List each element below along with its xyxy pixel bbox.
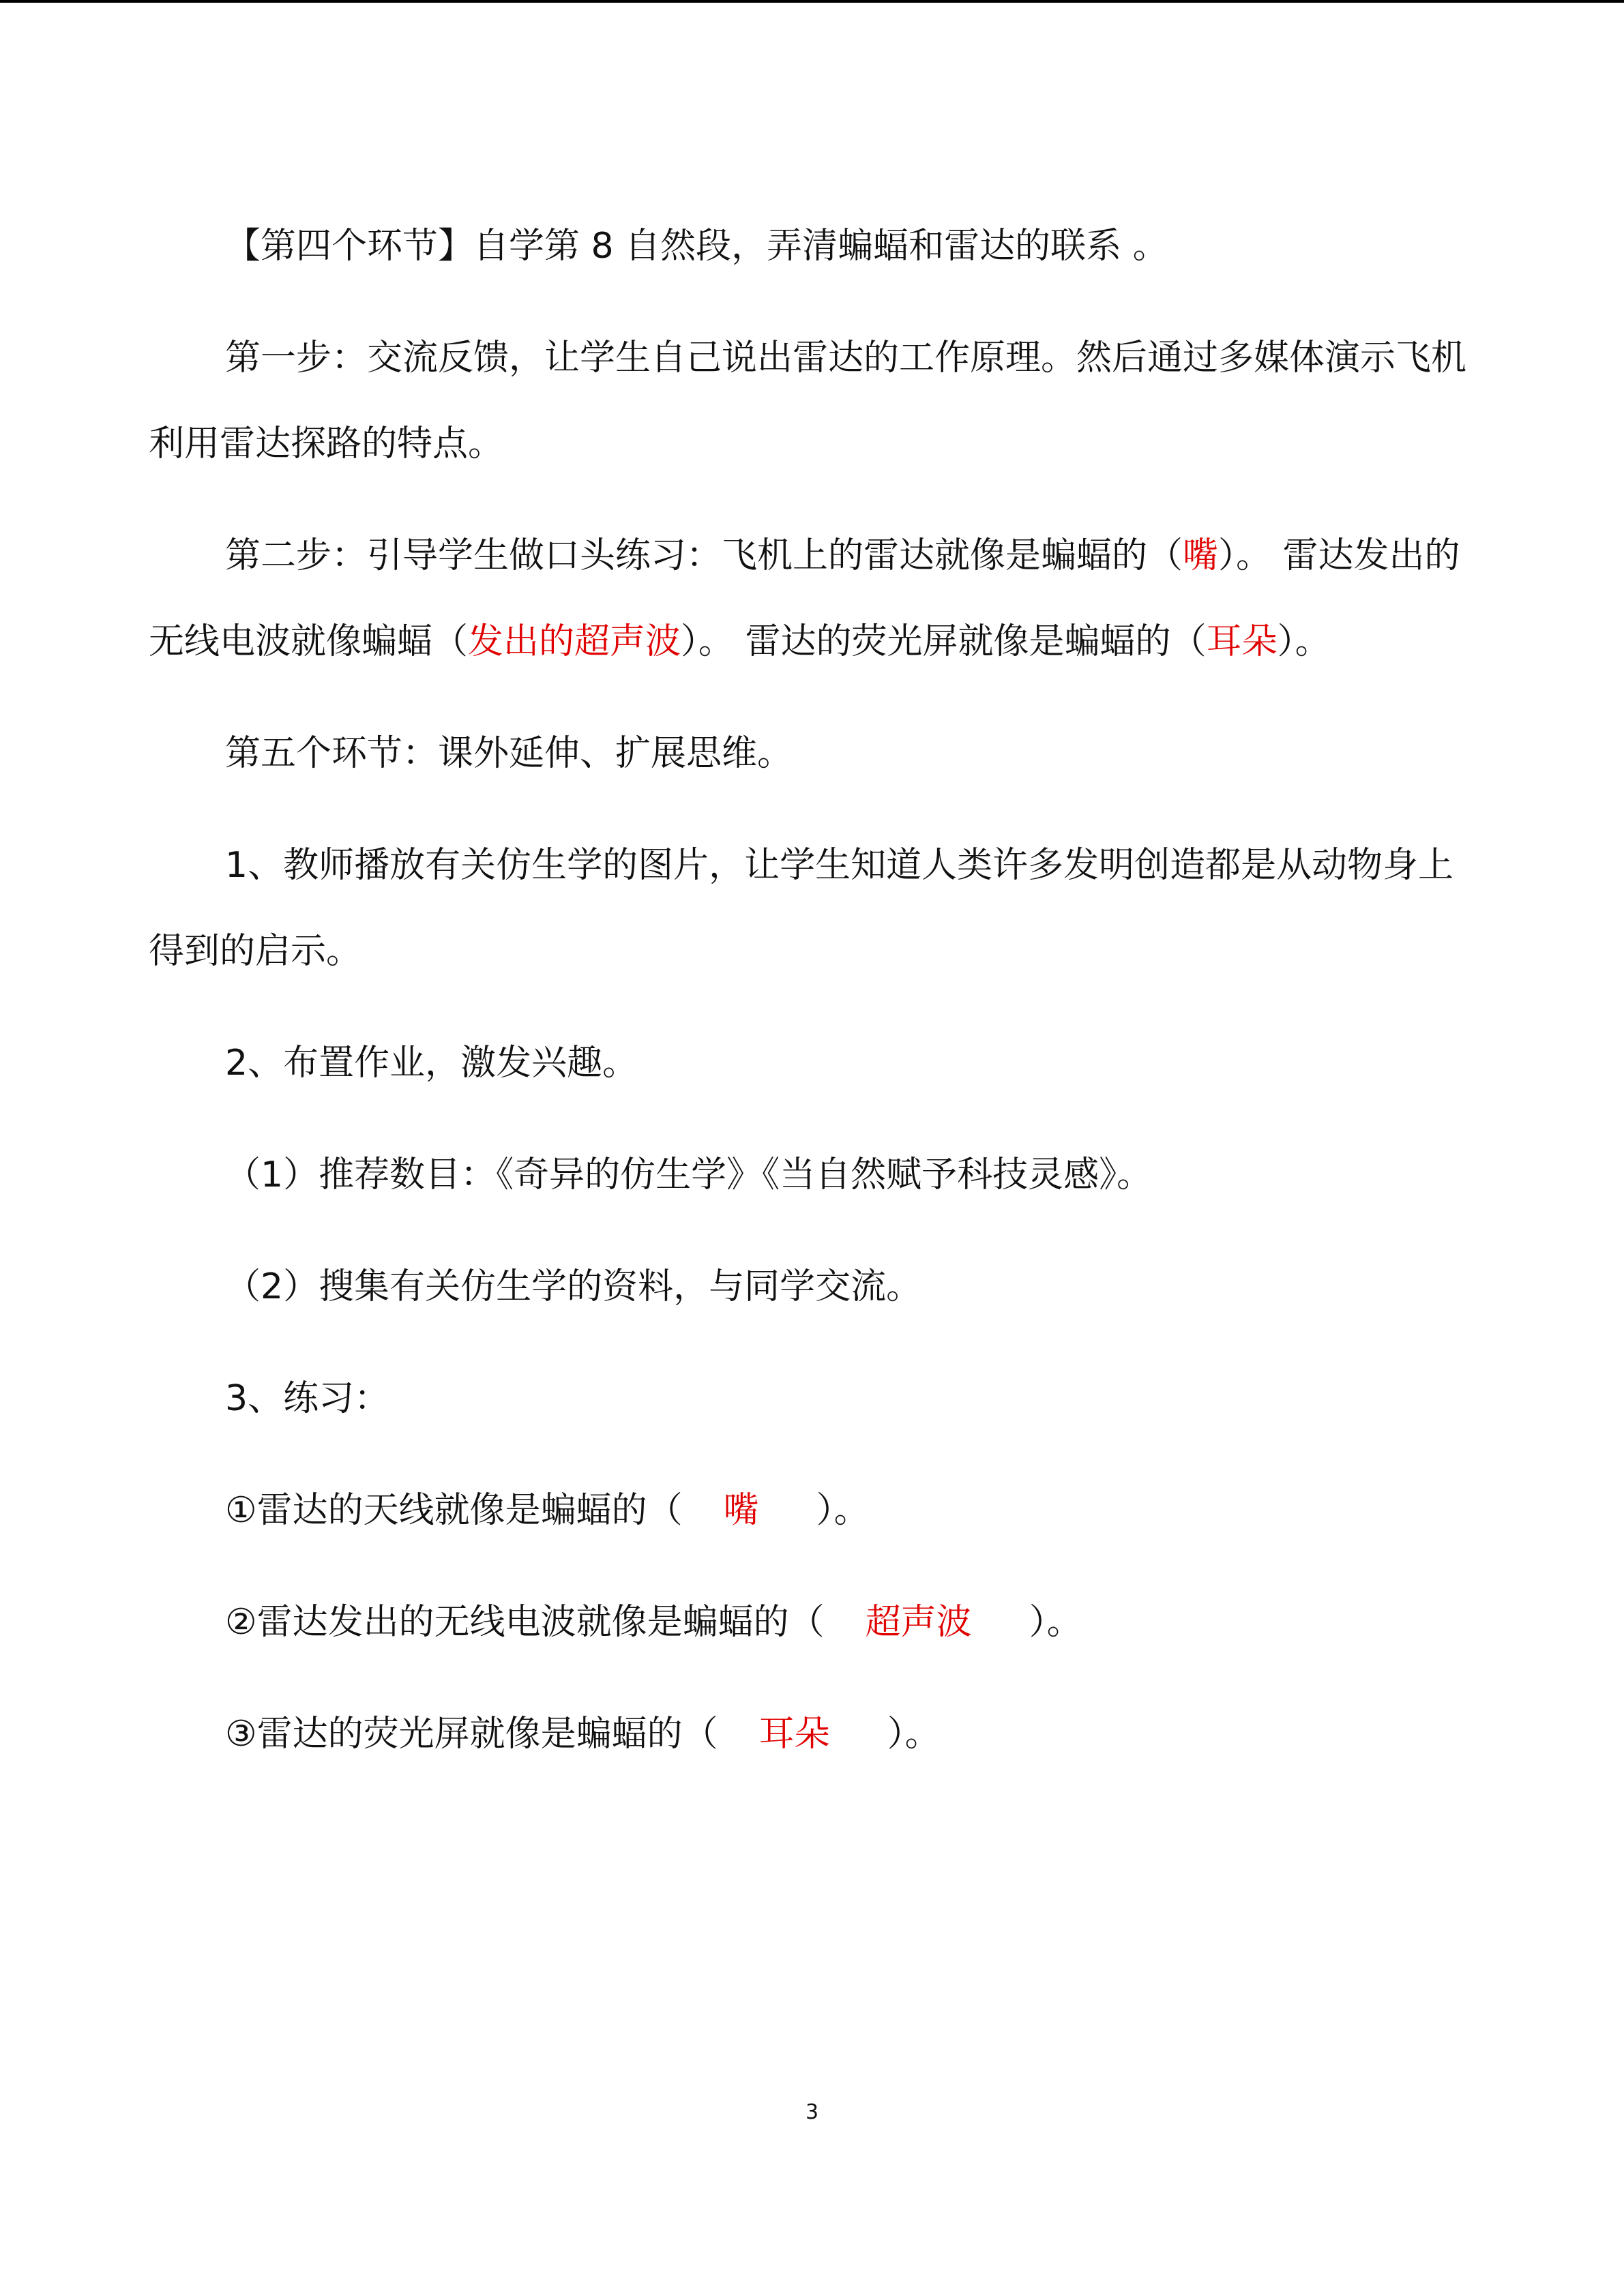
recommend-books-line: （1）推荐数目：《奇异的仿生学》《当自然赋予科技灵感》。: [225, 1154, 1153, 1195]
exercise-heading: 3、练习：: [225, 1378, 390, 1419]
exercise-answer-1: 嘴: [723, 1490, 759, 1531]
top-border: [0, 0, 1624, 3]
step-two-paragraph: 第二步：引导学生做口头练习：飞机上的雷达就像是蝙蝠的（嘴）。 雷达发出的无线电波就像蝙蝠（发出的超声波）。 雷达的荧光屏就像是蝙蝠的（耳朵）。: [149, 535, 1460, 662]
exercise-question-1: ①雷达的天线就像是蝙蝠的（ 嘴 ）。: [225, 1490, 870, 1531]
exercise-answer-2: 超声波: [865, 1602, 972, 1643]
exercise-answer-3: 耳朵: [758, 1714, 830, 1755]
document-body: [149, 203, 1479, 1803]
answer-ears: 耳朵: [1206, 621, 1278, 662]
exercise-question-2: ②雷达发出的无线电波就像是蝙蝠的（ 超声波 ）。: [225, 1602, 1082, 1643]
item-two-paragraph: 2、布置作业，激发兴趣。: [225, 1043, 638, 1084]
page-number: 3: [805, 2100, 819, 2124]
answer-ultrasound: 发出的超声波: [468, 621, 681, 662]
exercise-question-3: ③雷达的荧光屏就像是蝙蝠的（ 耳朵 ）。: [225, 1714, 941, 1755]
collect-materials-line: （2）搜集有关仿生学的资料，与同学交流。: [225, 1266, 922, 1307]
answer-mouth: 嘴: [1183, 535, 1219, 576]
step-one-paragraph: 第一步：交流反馈，让学生自己说出雷达的工作原理。然后通过多媒体演示飞机利用雷达探路的特点。: [149, 338, 1467, 464]
section-four-heading: 【第四个环节】自学第 8 自然段，弄清蝙蝠和雷达的联系 。: [225, 226, 1168, 267]
item-one-paragraph: 1、教师播放有关仿生学的图片，让学生知道人类许多发明创造都是从动物身上得到的启示。: [149, 845, 1454, 972]
section-five-heading: 第五个环节：课外延伸、扩展思维。: [225, 733, 793, 774]
